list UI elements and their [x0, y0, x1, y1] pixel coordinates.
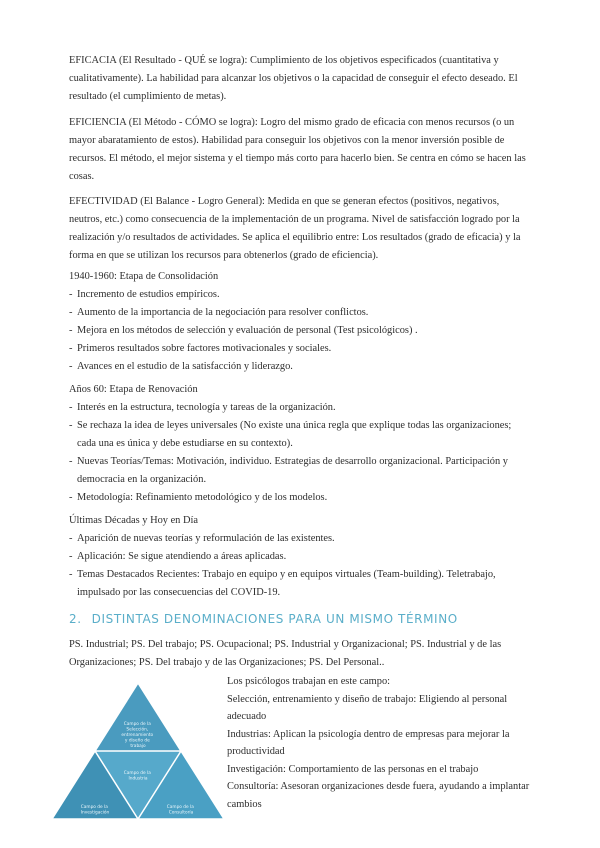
- list-item: - Aparición de nuevas teorías y reformulación de las existentes.: [69, 530, 531, 548]
- section-heading: [69, 610, 531, 628]
- section-renovacion: [69, 381, 531, 507]
- section-ultimas-decadas: [69, 512, 531, 602]
- list-item: - Metodología: Refinamiento metodológico y de los modelos.: [69, 489, 531, 507]
- list-item: - Nuevas Teorías/Temas: Motivación, individuo. Estrategias de desarrollo organizacional. Participación y democracia en la organización.: [69, 453, 531, 489]
- section-list: [69, 286, 531, 376]
- campo-description: [227, 673, 532, 813]
- list-item: - Aplicación: Se sigue atendiendo a áreas aplicadas.: [69, 548, 531, 566]
- list-item: - Se rechaza la idea de leyes universales (No existe una única regla que explique todas las organizaciones; cada una es única y debe estudiarse en su contexto).: [69, 417, 531, 453]
- label-industria: Campo de la Industria: [123, 771, 151, 782]
- list-item: - Interés en la estructura, tecnología y tareas de la organización.: [69, 399, 531, 417]
- label-investigacion: Campo de la Investigación: [80, 805, 110, 816]
- heading-text: DISTINTAS DENOMINACIONES PARA UN MISMO TÉRMINO: [91, 612, 458, 626]
- label-consultoria: Campo de la Consultoría: [166, 805, 194, 816]
- section-list: [69, 530, 531, 602]
- section-title: 1940-1960: Etapa de Consolidación: [69, 271, 219, 282]
- paragraph-denominaciones: PS. Industrial; PS. Del trabajo; PS. Ocupacional; PS. Industrial y Organizacional; PS. Industrial y de las Organizaciones; PS. Del trabajo y de las Organizaciones; PS. Del Personal..: [69, 639, 502, 668]
- campo-item: Investigación: Comportamiento de las personas en el trabajo: [227, 763, 479, 775]
- campo-item: Industrias: Aplican la psicología dentro de empresas para mejorar la productividad: [227, 728, 510, 757]
- label-seleccion: Campo de la Selección, entrenamiento y diseño de trabajo: [121, 722, 154, 749]
- list-item: - Temas Destacados Recientes: Trabajo en equipo y en equipos virtuales (Team-building). Teletrabajo, impulsado por las consecuencias del COVID-19.: [69, 566, 531, 602]
- pyramid-diagram: [52, 680, 224, 820]
- paragraph-efectividad: EFECTIVIDAD (El Balance - Logro General): Medida en que se generan efectos (positivos, negativos, neutros, etc.) como consecuencia de la implementación de un programa. Nivel de satisfacción logrado por la realización y/o resultados de actividades. Se aplica el equilibrio entre: Los resultados (grado de eficacia) y la forma en que se utilizan los recursos para obtenerlos (grado de eficiencia).: [69, 196, 521, 261]
- section-title: Últimas Décadas y Hoy en Día: [69, 515, 198, 526]
- section-title: Años 60: Etapa de Renovación: [69, 384, 198, 395]
- list-item: - Avances en el estudio de la satisfacción y liderazgo.: [69, 358, 531, 376]
- list-item: - Aumento de la importancia de la negociación para resolver conflictos.: [69, 304, 531, 322]
- list-item: - Primeros resultados sobre factores motivacionales y sociales.: [69, 340, 531, 358]
- paragraph-eficiencia: EFICIENCIA (El Método - CÓMO se logra): Logro del mismo grado de eficacia con menos recursos (o un mayor abaratamiento de estos). Habilidad para conseguir los objetivos con la menor inversión posible de recursos. El método, el mejor sistema y el tiempo más corto para hacerlo bien. Se centra en cómo se hacen las cosas.: [69, 117, 526, 182]
- list-item: - Mejora en los métodos de selección y evaluación de personal (Test psicológicos) .: [69, 322, 531, 340]
- section-list: [69, 399, 531, 507]
- campo-item: Selección, entrenamiento y diseño de trabajo: Eligiendo al personal adecuado: [227, 693, 508, 722]
- campo-item: Consultoría: Asesoran organizaciones desde fuera, ayudando a implantar cambios: [227, 781, 530, 810]
- list-item: - Incremento de estudios empíricos.: [69, 286, 531, 304]
- pyramid-svg: [52, 680, 224, 820]
- paragraph-eficacia: EFICACIA (El Resultado - QUÉ se logra): Cumplimiento de los objetivos especificados (cuantitativa y cualitativamente). La habilidad para alcanzar los objetivos o la capacidad de conseguir el efecto deseado. El resultado (el cumplimiento de metas).: [69, 55, 518, 102]
- section-consolidacion: [69, 268, 531, 376]
- campo-intro: Los psicólogos trabajan en este campo:: [227, 676, 391, 687]
- heading-number: 2.: [69, 612, 82, 626]
